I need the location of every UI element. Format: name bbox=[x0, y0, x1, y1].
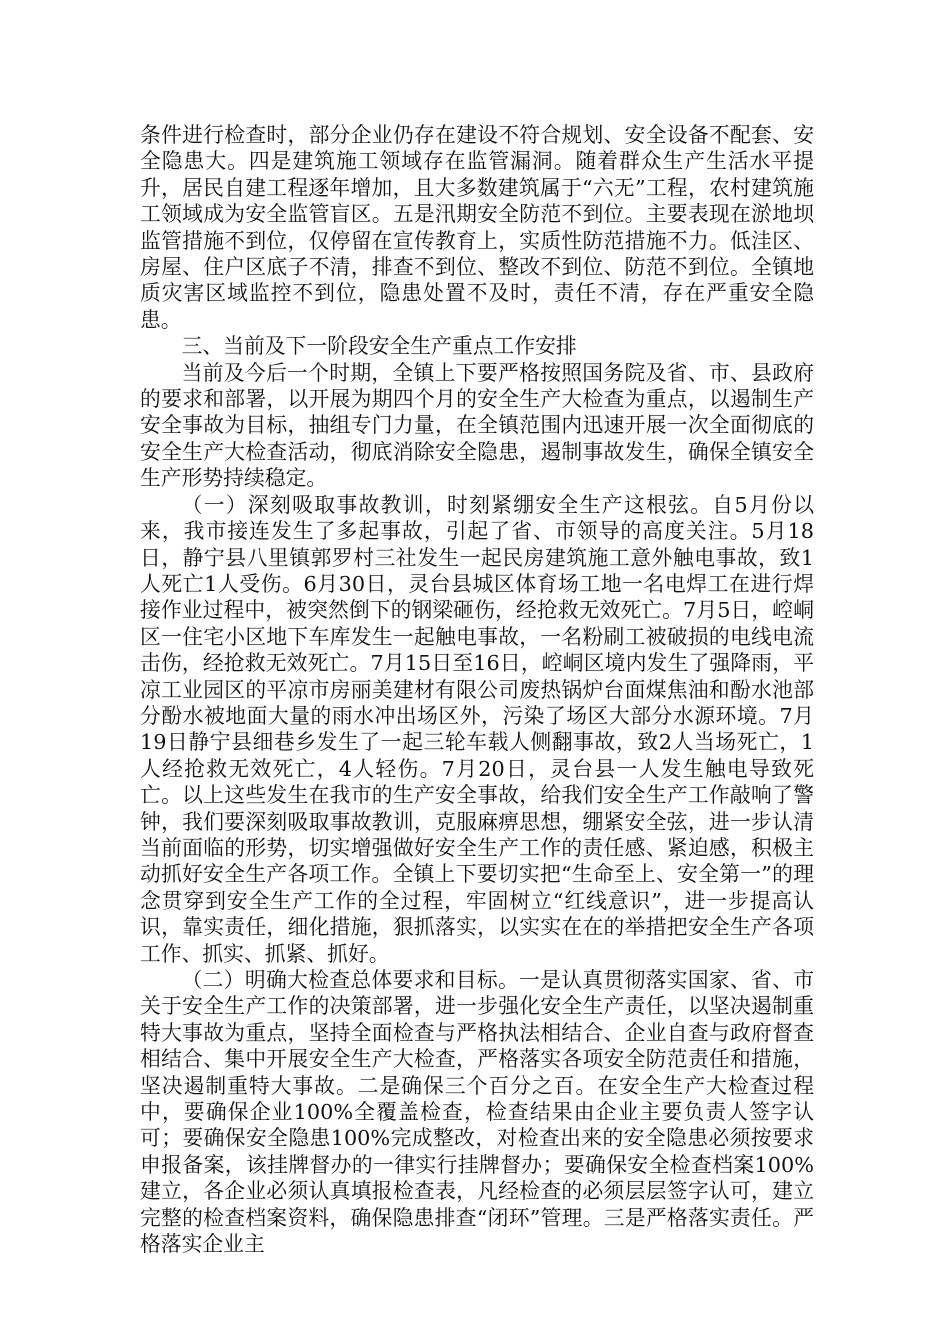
body-paragraph-continued: 条件进行检查时，部分企业仍存在建设不符合规划、安全设备不配套、安全隐患大。四是建筑施工领域存在监管漏洞。随着群众生产生活水平提升，居民自建工程逐年增加，且大多数建筑属于“六无”工程，农村建筑施工领域成为安全监管盲区。五是汛期安全防范不到位。主要表现在淤地坝监管措施不到位，仅停留在宣传教育上，实质性防范措施不力。低洼区、房屋、住户区底子不清，排查不到位、整改不到位、防范不到位。全镇地质灾害区域监控不到位，隐患处置不及时，责任不清，存在严重安全隐患。 bbox=[140, 123, 814, 332]
document-body bbox=[140, 122, 814, 1257]
section-heading: 三、当前及下一阶段安全生产重点工作安排 bbox=[181, 334, 577, 359]
body-paragraph: （一）深刻吸取事故教训，时刻紧绷安全生产这根弦。自5月份以来，我市接连发生了多起事故，引起了省、市领导的高度关注。5月18日，静宁县八里镇郭罗村三社发生一起民房建筑施工意外触电事故，致1人死亡1人受伤。6月30日，灵台县城区体育场工地一名电焊工在进行焊接作业过程中，被突然倒下的钢梁砸伤，经抢救无效死亡。7月5日，崆峒区一住宅小区地下车库发生一起触电事故，一名粉刷工被破损的电线电流击伤，经抢救无效死亡。7月15日至16日，崆峒区境内发生了强降雨，平凉工业园区的平凉市房丽美建材有限公司废热锅炉台面煤焦油和酚水池部分酚水被地面大量的雨水冲出场区外，污染了场区大部分水源环境。7月19日静宁县细巷乡发生了一起三轮车载人侧翻事故，致2人当场死亡，1人经抢救无效死亡，4人轻伤。7月20日，灵台县一人发生触电导致死亡。以上这些发生在我市的生产安全事故，给我们安全生产工作敲响了警钟，我们要深刻吸取事故教训，克服麻痹思想，绷紧安全弦，进一步认清当前面临的形势，切实增强做好安全生产工作的责任感、紧迫感，积极主动抓好安全生产各项工作。全镇上下要切实把“生命至上、安全第一”的理念贯穿到安全生产工作的全过程，牢固树立“红线意识”，进一步提高认识，靠实责任，细化措施，狠抓落实，以实实在在的举措把安全生产各项工作、抓实、抓紧、抓好。 bbox=[140, 492, 814, 966]
body-paragraph: （二）明确大检查总体要求和目标。一是认真贯彻落实国家、省、市关于安全生产工作的决策部署，进一步强化安全生产责任，以坚决遏制重特大事故为重点，坚持全面检查与严格执法相结合、企业自查与政府督查相结合、集中开展安全生产大检查，严格落实各项安全防范责任和措施，坚决遏制重特大事故。二是确保三个百分之百。在安全生产大检查过程中，要确保企业100%全覆盖检查，检查结果由企业主要负责人签字认可；要确保安全隐患100%完成整改，对检查出来的安全隐患必须按要求申报备案，该挂牌督办的一律实行挂牌督办；要确保安全检查档案100%建立，各企业必须认真填报检查表，凡经检查的必须层层签字认可，建立完整的检查档案资料，确保隐患排查“闭环”管理。三是严格落实责任。严格落实企业主 bbox=[140, 968, 814, 1257]
body-paragraph: 当前及今后一个时期，全镇上下要严格按照国务院及省、市、县政府的要求和部署，以开展为期四个月的安全生产大检查为重点，以遏制生产安全事故为目标，抽组专门力量，在全镇范围内迅速开展一次全面彻底的安全生产大检查活动，彻底消除安全隐患，遏制事故发生，确保全镇安全生产形势持续稳定。 bbox=[140, 360, 814, 491]
